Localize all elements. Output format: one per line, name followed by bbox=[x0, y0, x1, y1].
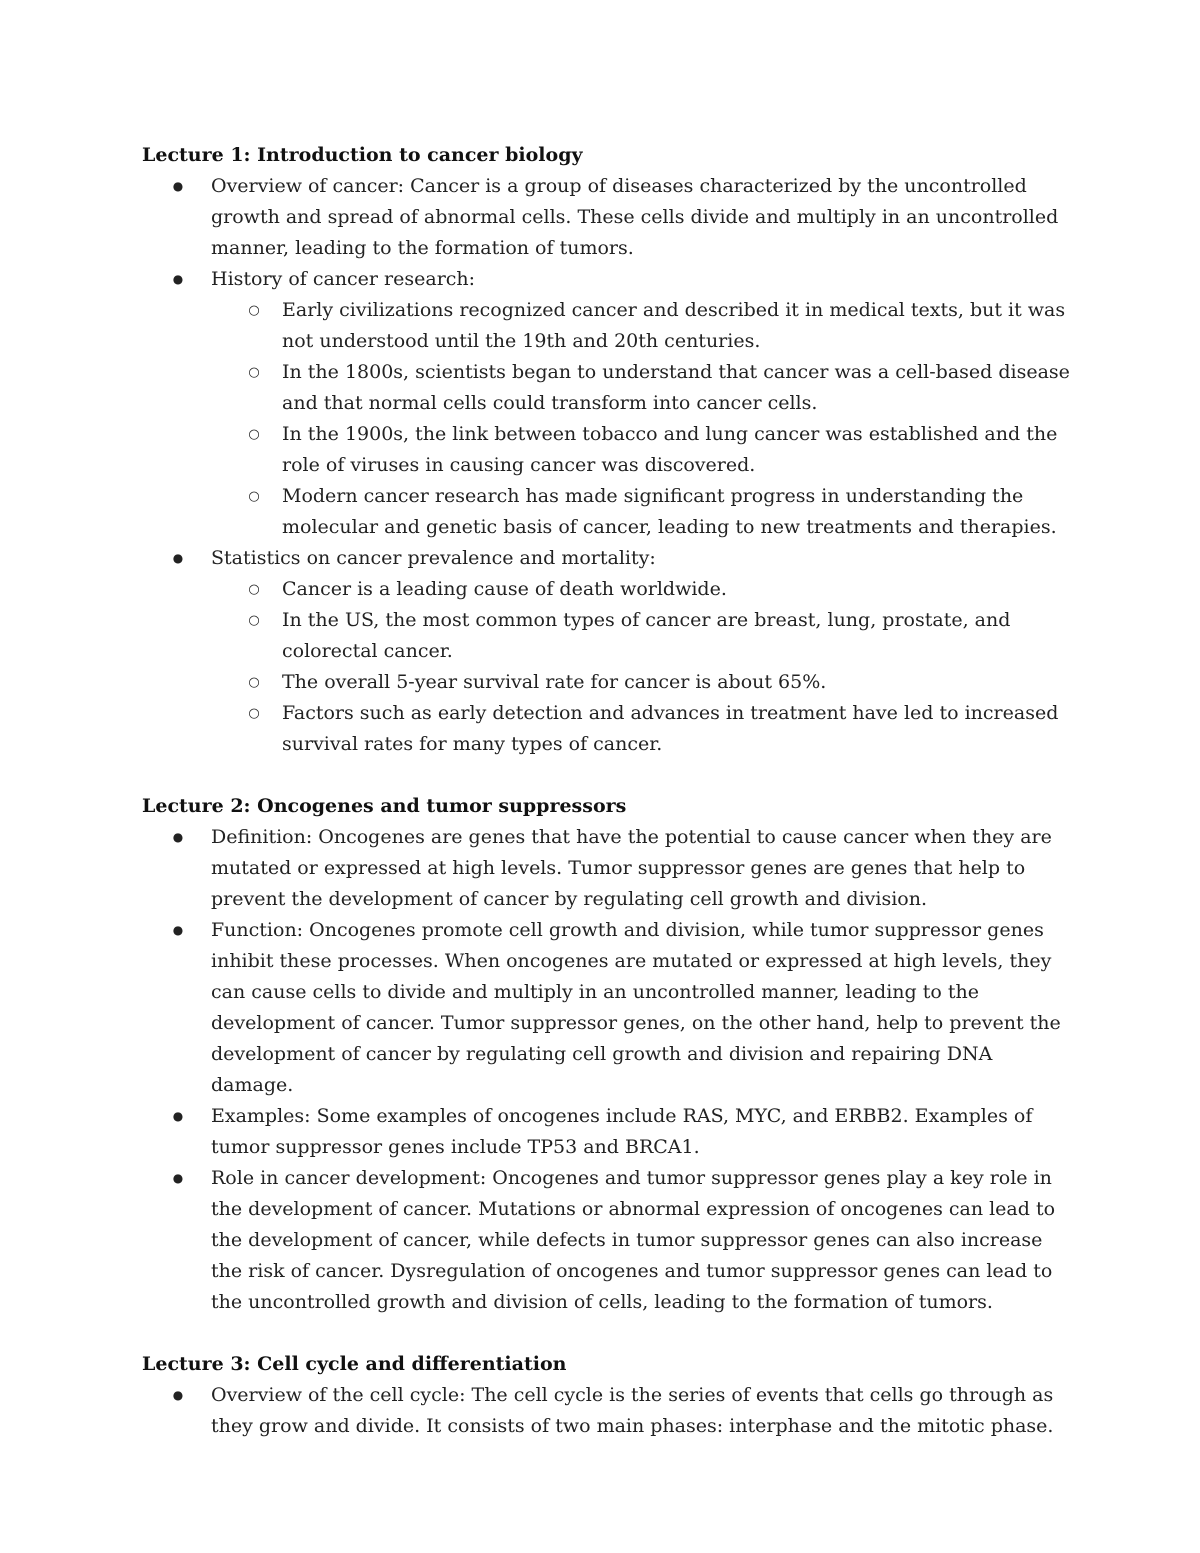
list-item bbox=[142, 822, 1070, 915]
circle-bullet-icon: ○ bbox=[248, 582, 260, 597]
bullet-icon: ● bbox=[172, 1388, 184, 1402]
bullet-icon: ● bbox=[172, 179, 184, 193]
list-item-text: Definition: Oncogenes are genes that have the potential to cause cancer when they are mutated or expressed at high levels. Tumor suppressor genes are genes that help to prevent the development of cancer by regulating cell growth and division. bbox=[211, 826, 1052, 910]
list-item-text: Examples: Some examples of oncogenes include RAS, MYC, and ERBB2. Examples of tumor suppressor genes include TP53 and BRCA1. bbox=[211, 1105, 1033, 1158]
circle-bullet-icon: ○ bbox=[248, 303, 260, 318]
sub-list-item-text: Factors such as early detection and advances in treatment have led to increased survival rates for many types of cancer. bbox=[282, 702, 1059, 755]
sub-list-item bbox=[211, 481, 1070, 543]
sub-list-item bbox=[211, 667, 1070, 698]
sub-list-item-text: Early civilizations recognized cancer and described it in medical texts, but it was not understood until the 19th and 20th centuries. bbox=[282, 299, 1066, 352]
sub-bullet-list bbox=[142, 574, 1070, 760]
list-item bbox=[142, 915, 1070, 1101]
list-item bbox=[142, 1101, 1070, 1163]
circle-bullet-icon: ○ bbox=[248, 489, 260, 504]
sub-list-item bbox=[211, 605, 1070, 667]
bullet-icon: ● bbox=[172, 923, 184, 937]
list-item-text: Function: Oncogenes promote cell growth and division, while tumor suppressor genes inhibit these processes. When oncogenes are mutated or expressed at high levels, they can cause cells to divide and multiply in an uncontrolled manner, leading to the development of cancer. Tumor suppressor genes, on the other hand, help to prevent the development of cancer by regulating cell growth and division and repairing DNA damage. bbox=[211, 919, 1061, 1096]
lecture-section bbox=[142, 1349, 1070, 1442]
bullet-icon: ● bbox=[172, 1109, 184, 1123]
list-item-text: Statistics on cancer prevalence and mortality: bbox=[211, 547, 656, 569]
bullet-list bbox=[142, 171, 1070, 760]
list-item-text: Role in cancer development: Oncogenes and tumor suppressor genes play a key role in the development of cancer. Mutations or abnormal expression of oncogenes can lead to the development of cancer, while defects in tumor suppressor genes can also increase the risk of cancer. Dysregulation of oncogenes and tumor suppressor genes can lead to the uncontrolled growth and division of cells, leading to the formation of tumors. bbox=[211, 1167, 1056, 1313]
circle-bullet-icon: ○ bbox=[248, 706, 260, 721]
sub-list-item bbox=[211, 295, 1070, 357]
circle-bullet-icon: ○ bbox=[248, 365, 260, 380]
bullet-icon: ● bbox=[172, 830, 184, 844]
circle-bullet-icon: ○ bbox=[248, 675, 260, 690]
sub-list-item bbox=[211, 698, 1070, 760]
list-item bbox=[142, 264, 1070, 543]
sub-list-item-text: In the 1900s, the link between tobacco and lung cancer was established and the role of viruses in causing cancer was discovered. bbox=[282, 423, 1058, 476]
sub-list-item-text: Modern cancer research has made significant progress in understanding the molecular and genetic basis of cancer, leading to new treatments and therapies. bbox=[282, 485, 1057, 538]
bullet-icon: ● bbox=[172, 1171, 184, 1185]
lecture-title: Lecture 2: Oncogenes and tumor suppressors bbox=[142, 795, 627, 817]
sub-list-item bbox=[211, 574, 1070, 605]
lecture-section bbox=[142, 140, 1070, 760]
sub-list-item-text: Cancer is a leading cause of death worldwide. bbox=[282, 578, 727, 600]
list-item bbox=[142, 1163, 1070, 1318]
sub-list-item bbox=[211, 357, 1070, 419]
sub-list-item bbox=[211, 419, 1070, 481]
list-item-text: Overview of cancer: Cancer is a group of diseases characterized by the uncontrolled growth and spread of abnormal cells. These cells divide and multiply in an uncontrolled manner, leading to the formation of tumors. bbox=[211, 175, 1059, 259]
circle-bullet-icon: ○ bbox=[248, 613, 260, 628]
list-item bbox=[142, 171, 1070, 264]
lecture-section bbox=[142, 791, 1070, 1318]
sub-list-item-text: In the US, the most common types of cancer are breast, lung, prostate, and colorectal cancer. bbox=[282, 609, 1011, 662]
lecture-title: Lecture 3: Cell cycle and differentiation bbox=[142, 1353, 567, 1375]
bullet-icon: ● bbox=[172, 272, 184, 286]
list-item bbox=[142, 543, 1070, 760]
lecture-title: Lecture 1: Introduction to cancer biology bbox=[142, 144, 583, 166]
sub-bullet-list bbox=[142, 295, 1070, 543]
bullet-icon: ● bbox=[172, 551, 184, 565]
sub-list-item-text: The overall 5-year survival rate for cancer is about 65%. bbox=[282, 671, 827, 693]
list-item bbox=[142, 1380, 1070, 1442]
list-item-text: Overview of the cell cycle: The cell cycle is the series of events that cells go through as they grow and divide. It consists of two main phases: interphase and the mitotic phase. bbox=[211, 1384, 1054, 1437]
list-item-text: History of cancer research: bbox=[211, 268, 476, 290]
bullet-list bbox=[142, 822, 1070, 1318]
sub-list-item-text: In the 1800s, scientists began to understand that cancer was a cell-based disease and that normal cells could transform into cancer cells. bbox=[282, 361, 1070, 414]
circle-bullet-icon: ○ bbox=[248, 427, 260, 442]
bullet-list bbox=[142, 1380, 1070, 1442]
